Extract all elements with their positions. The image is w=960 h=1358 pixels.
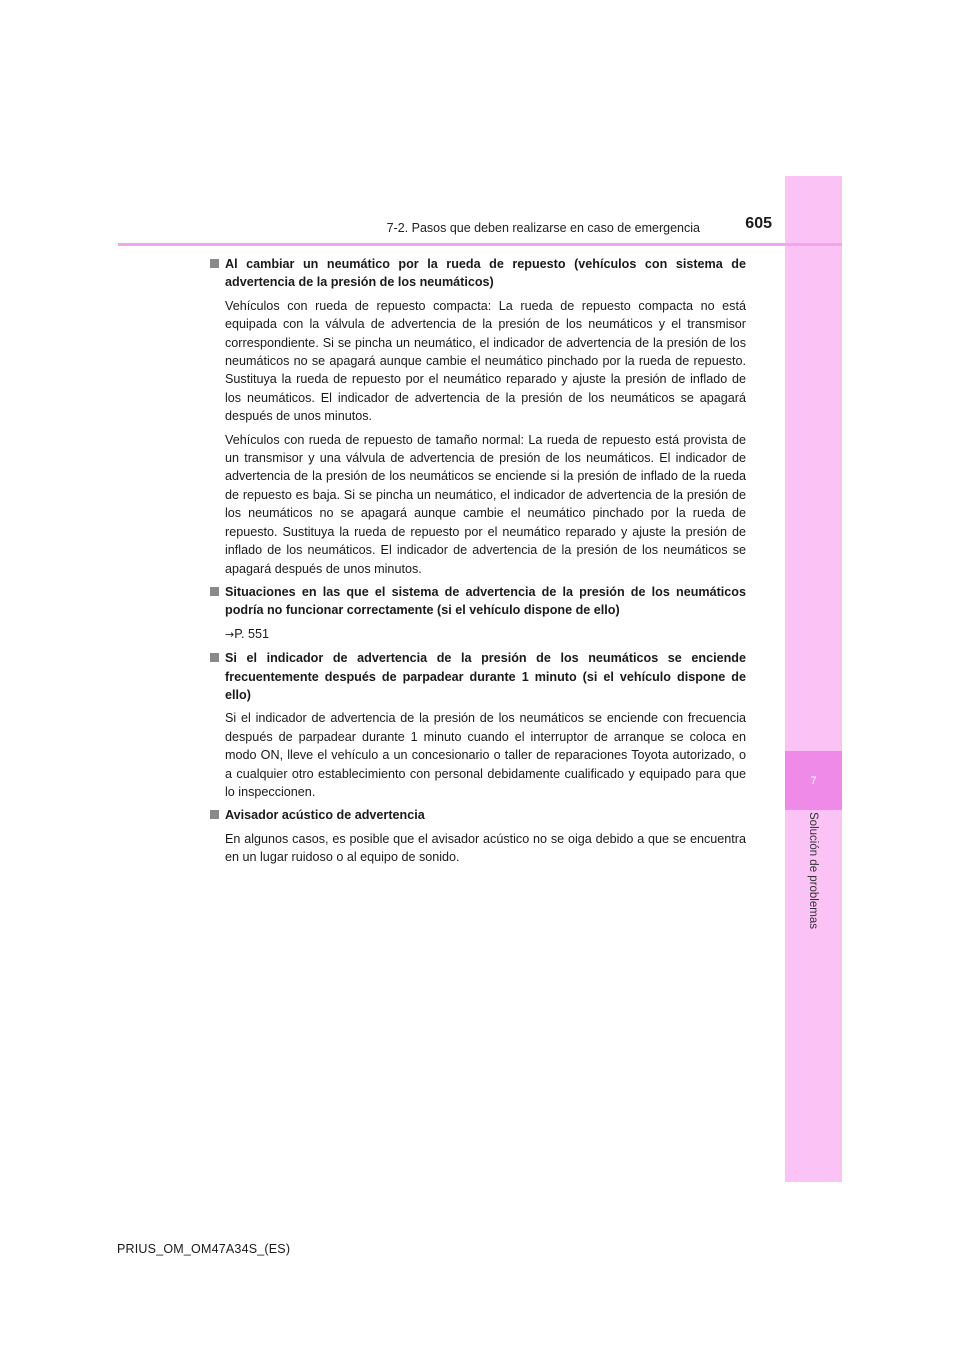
section-system-malfunction <box>210 583 746 644</box>
arrow-right-icon: → <box>225 627 235 641</box>
header-divider <box>118 243 842 246</box>
section-indicator-frequent <box>210 649 746 801</box>
paragraph: Vehículos con rueda de repuesto de tamaño normal: La rueda de repuesto está provista de un transmisor y una válvula de advertencia de presión de los neumáticos. El indicador de advertencia de la presión de los neumáticos se enciende si la presión de inflado de la rueda de repuesto es baja. Si se pincha un neumático, el indicador de advertencia de la presión de los neumáticos no se apagará aunque cambie el neumático pinchado por la rueda de repuesto. Sustituya la rueda de repuesto por el neumático reparado y ajuste la presión de inflado de los neumáticos. El indicador de advertencia de la presión de los neumáticos se apagará después de unos minutos. <box>225 432 746 576</box>
chapter-label-text: Solución de problemas <box>807 812 819 929</box>
paragraph: Si el indicador de advertencia de la presión de los neumáticos se enciende con frecuencia después de parpadear durante 1 minuto cuando el interruptor de arranque se coloca en modo ON, lleve el vehículo a un concesionario o taller de reparaciones Toyota autorizado, o a cualquier otro establecimiento con personal debidamente cualificado y equipado para que lo inspeccionen. <box>225 711 746 799</box>
section-heading: Situaciones en las que el sistema de advertencia de la presión de los neumáticos podría no funcionar correctamente (si el vehículo dispone de ello) <box>210 583 746 620</box>
section-header-title: 7-2. Pasos que deben realizarse en caso de emergencia <box>386 221 700 235</box>
square-bullet-icon <box>210 653 219 662</box>
section-spare-tire <box>210 255 746 578</box>
section-heading: Avisador acústico de advertencia <box>210 806 746 824</box>
chapter-number-tab: 7 <box>785 751 842 810</box>
square-bullet-icon <box>210 587 219 596</box>
page-reference-link[interactable]: P. 551 <box>234 626 270 641</box>
paragraph: En algunos casos, es posible que el avisador acústico no se oiga debido a que se encuentra en un lugar ruidoso o al equipo de sonido. <box>225 831 746 865</box>
page-number: 605 <box>745 215 772 232</box>
page-reference[interactable] <box>210 625 746 644</box>
page-content <box>210 255 746 872</box>
square-bullet-icon <box>210 810 219 819</box>
side-tab-band <box>785 176 842 1182</box>
document-code: PRIUS_OM_OM47A34S_(ES) <box>117 1242 291 1256</box>
square-bullet-icon <box>210 259 219 268</box>
chapter-label <box>785 812 842 962</box>
section-heading: Si el indicador de advertencia de la presión de los neumáticos se enciende frecuentemente después de parpadear durante 1 minuto (si el vehículo dispone de ello) <box>210 649 746 704</box>
paragraph: Vehículos con rueda de repuesto compacta: La rueda de repuesto compacta no está equipada con la válvula de advertencia de la presión de los neumáticos y el transmisor correspondiente. Si se pincha un neumático, el indicador de advertencia de la presión de los neumáticos no se apagará aunque cambie el neumático pinchado por la rueda de repuesto. Sustituya la rueda de repuesto por el neumático reparado y ajuste la presión de inflado de los neumáticos. El indicador de advertencia de la presión de los neumáticos se apagará después de unos minutos. <box>225 298 746 424</box>
section-heading: Al cambiar un neumático por la rueda de repuesto (vehículos con sistema de advertencia de la presión de los neumáticos) <box>210 255 746 292</box>
section-warning-buzzer <box>210 806 746 866</box>
